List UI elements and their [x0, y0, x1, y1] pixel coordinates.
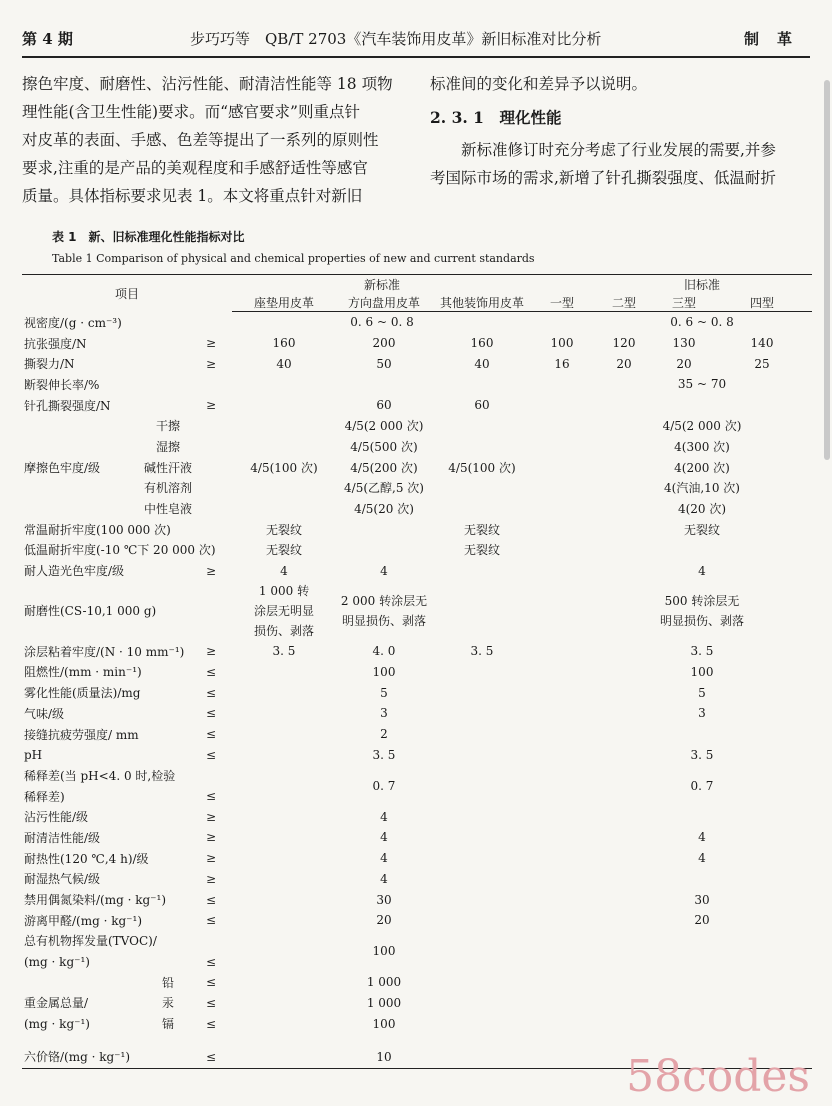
- cell-old: 4: [698, 830, 706, 845]
- header-old-standard: 旧标准: [683, 277, 720, 292]
- body-line: 要求,注重的是产品的美观程度和手感舒适性等感官: [22, 159, 368, 177]
- operator: ≤: [206, 892, 217, 907]
- section-name: 制革: [743, 29, 810, 48]
- cell: 130: [672, 336, 696, 351]
- cell-line: 明显损伤、剥落: [659, 613, 744, 628]
- row-label: 耐磨性(CS-10,1 000 g): [24, 604, 157, 619]
- col-header: 四型: [712, 293, 812, 312]
- row-label: 摩擦色牢度/级: [24, 460, 101, 475]
- table-row: [22, 353, 812, 374]
- cell-new: 4/5(乙醇,5 次): [344, 481, 424, 496]
- operator: ≥: [206, 336, 217, 351]
- watermark: 58codes: [626, 1051, 810, 1102]
- operator: ≤: [206, 1016, 217, 1031]
- col-header: 座垫用皮革: [232, 293, 336, 312]
- cell: 3. 5: [470, 644, 494, 659]
- operator: ≤: [206, 1049, 217, 1064]
- sub-label: 汞: [161, 996, 174, 1011]
- row-label: 断裂伸长率/%: [24, 377, 100, 392]
- cell-line: 500 转涂层无: [664, 593, 740, 608]
- operator: ≥: [206, 563, 217, 578]
- cell-old: 5: [698, 685, 706, 700]
- row-label: 沾污性能/级: [24, 810, 89, 825]
- cell: 4/5(100 次): [448, 460, 516, 475]
- table-row: [22, 312, 812, 333]
- cell-old: 4/5(2 000 次): [662, 419, 742, 434]
- row-label: 总有机物挥发量(TVOC)/: [24, 934, 157, 949]
- cell: 无裂纹: [463, 543, 500, 558]
- row-label: 针孔撕裂强度/N: [24, 398, 111, 413]
- table-row: [22, 415, 812, 436]
- cell-old: 35 ~ 70: [677, 377, 727, 392]
- cell-old: 0. 6 ~ 0. 8: [670, 315, 734, 330]
- cell-old: [592, 581, 812, 641]
- operator: ≤: [206, 747, 217, 762]
- cell: 20: [616, 356, 632, 371]
- right-column: [430, 70, 810, 192]
- cell: 4. 0: [372, 644, 396, 659]
- cell-old: 3: [698, 706, 706, 721]
- cell: 4: [280, 563, 288, 578]
- body-line: 对皮革的表面、手感、色差等提出了一系列的原则性: [22, 131, 379, 149]
- row-label: 稀释差(当 pH<4. 0 时,检验: [24, 768, 176, 783]
- cell: [232, 581, 336, 641]
- row-label: 视密度/(g · cm⁻³): [24, 315, 122, 330]
- table-row: [22, 910, 812, 931]
- sub-label: 干擦: [155, 419, 180, 434]
- cell-new: 1 000: [366, 975, 402, 990]
- row-label: 耐湿热气候/级: [24, 872, 101, 887]
- col-header: 方向盘用皮革: [336, 293, 432, 312]
- cell-line: 损伤、剥落: [253, 623, 314, 638]
- operator: ≥: [206, 830, 217, 845]
- cell: 无裂纹: [463, 522, 500, 537]
- operator: ≤: [206, 913, 217, 928]
- cell-new: 100: [372, 664, 396, 679]
- row-label: 常温耐折牢度(100 000 次): [24, 522, 171, 537]
- cell-old: 4: [698, 563, 706, 578]
- operator: ≤: [206, 706, 217, 721]
- cell-old: 3. 5: [690, 747, 714, 762]
- row-label: 重金属总量/: [24, 996, 89, 1011]
- table-row: [22, 931, 812, 952]
- row-label: 阻燃性/(mm · min⁻¹): [24, 665, 142, 680]
- cell-new: 10: [376, 1049, 392, 1064]
- cell: 40: [474, 356, 490, 371]
- header-new-standard: 新标准: [363, 277, 400, 292]
- operator: ≥: [206, 851, 217, 866]
- cell: 4: [380, 563, 388, 578]
- table-row: [22, 993, 812, 1014]
- sub-label: 镉: [161, 1017, 174, 1032]
- row-label: 接缝抗疲劳强度/ mm: [24, 727, 139, 742]
- cell: 160: [470, 336, 494, 351]
- cell-new: 30: [376, 892, 392, 907]
- operator: ≤: [206, 727, 217, 742]
- cell-new: 2: [380, 727, 388, 742]
- cell-new: 3: [380, 706, 388, 721]
- table-row: [22, 827, 812, 848]
- row-label: 禁用偶氮染料/(mg · kg⁻¹): [24, 893, 167, 908]
- cell: 100: [550, 336, 574, 351]
- cell: 60: [376, 398, 392, 413]
- table-row: [22, 682, 812, 703]
- cell-new: 0. 7: [372, 778, 396, 793]
- table-row: [22, 560, 812, 581]
- cell: 120: [612, 336, 636, 351]
- table-row: [22, 540, 812, 561]
- body-line: 新标准修订时充分考虑了行业发展的需要,并参: [461, 141, 776, 159]
- cell-line: 涂层无明显: [253, 603, 314, 618]
- table-row: [22, 641, 812, 662]
- row-label: 低温耐折牢度(-10 ℃下 20 000 次): [24, 543, 216, 558]
- cell: 无裂纹: [265, 543, 302, 558]
- body-line: 质量。具体指标要求见表 1。本文将重点针对新旧: [22, 187, 363, 205]
- operator: ≤: [206, 975, 217, 990]
- table-row: [22, 478, 812, 499]
- cell: 20: [676, 356, 692, 371]
- sub-label: 中性皂液: [143, 502, 192, 517]
- left-column: [22, 70, 412, 210]
- sub-label: 铅: [161, 975, 174, 990]
- table-row: [22, 333, 812, 354]
- sub-label: 湿擦: [155, 439, 180, 454]
- body-line: 擦色牢度、耐磨性、沾污性能、耐清洁性能等 18 项物: [22, 75, 393, 93]
- cell-new: 4: [380, 851, 388, 866]
- cell-new: 4/5(500 次): [350, 439, 418, 454]
- table-row: [22, 498, 812, 519]
- cell: 50: [376, 356, 392, 371]
- running-title: 步巧巧等 QB/T 2703《汽车装饰用皮革》新旧标准对比分析: [190, 29, 602, 48]
- row-label: 耐人造光色牢度/级: [24, 564, 125, 579]
- sub-label: 碱性汗液: [143, 460, 192, 475]
- cell: 200: [372, 336, 396, 351]
- row-label: pH: [24, 747, 43, 762]
- cell-old: 0. 7: [690, 778, 714, 793]
- table-row: [22, 519, 812, 540]
- cell: 3. 5: [272, 644, 296, 659]
- subsection-heading: 2. 3. 1 理化性能: [430, 108, 562, 127]
- cell: 16: [554, 356, 570, 371]
- row-label: (mg · kg⁻¹): [24, 954, 90, 969]
- cell-line: 1 000 转: [258, 583, 310, 598]
- operator: ≥: [206, 356, 217, 371]
- col-header: 一型: [532, 293, 592, 312]
- table-row: [22, 724, 812, 745]
- cell-new: 4/5(20 次): [354, 502, 414, 517]
- cell-new: 4: [380, 809, 388, 824]
- body-line: 考国际市场的需求,新增了针孔撕裂强度、低温耐折: [430, 169, 776, 187]
- table-row: [22, 869, 812, 890]
- table-caption: 表 1 新、旧标准理化性能指标对比: [52, 230, 245, 244]
- body-line: 标准间的变化和差异予以说明。: [430, 75, 648, 93]
- cell-old: 3. 5: [690, 644, 714, 659]
- cell-old: 4: [698, 851, 706, 866]
- operator: ≤: [206, 789, 217, 804]
- cell-old: 20: [694, 913, 710, 928]
- table-row: [22, 889, 812, 910]
- row-label: 抗张强度/N: [24, 336, 87, 351]
- table-row: [22, 581, 812, 641]
- cell-old: 30: [694, 892, 710, 907]
- cell-old: 4(20 次): [677, 502, 727, 517]
- operator: ≤: [206, 685, 217, 700]
- cell-new: 4/5(200 次): [350, 460, 418, 475]
- cell-new: 1 000: [366, 995, 402, 1010]
- cell-old: 4(200 次): [674, 460, 730, 475]
- cell-new: 20: [376, 913, 392, 928]
- cell-new: 100: [372, 944, 396, 959]
- table-row: [22, 395, 812, 416]
- col-header: 三型: [656, 293, 712, 312]
- scrollbar[interactable]: [824, 80, 830, 460]
- cell-new: 100: [372, 1016, 396, 1031]
- cell-new: 3. 5: [372, 747, 396, 762]
- operator: ≥: [206, 644, 217, 659]
- page-header: [22, 20, 810, 58]
- table-row: [22, 1013, 812, 1034]
- cell-line: 2 000 转涂层无: [340, 593, 428, 608]
- row-label: 气味/级: [24, 706, 65, 721]
- operator: ≥: [206, 871, 217, 886]
- cell-old: 4(汽油,10 次): [664, 481, 740, 496]
- cell-new: 4: [380, 871, 388, 886]
- row-label: 耐热性(120 ℃,4 h)/级: [24, 851, 149, 866]
- cell-old: 4(300 次): [674, 439, 730, 454]
- table-row: [22, 744, 812, 765]
- row-label: 撕裂力/N: [24, 357, 75, 372]
- header-item: 项目: [114, 286, 139, 301]
- row-label: 稀释差): [24, 789, 65, 804]
- row-label: (mg · kg⁻¹): [24, 1016, 90, 1031]
- table-row: [22, 806, 812, 827]
- table-row: [22, 457, 812, 478]
- body-line: 理性能(含卫生性能)要求。而“感官要求”则重点针: [22, 103, 360, 121]
- cell: 160: [272, 336, 296, 351]
- table-row: [22, 436, 812, 457]
- row-label: 雾化性能(质量法)/mg: [24, 686, 141, 701]
- issue-number: 第 4 期: [22, 29, 73, 48]
- operator: ≤: [206, 664, 217, 679]
- table-row: [22, 765, 812, 786]
- cell-new: 4/5(2 000 次): [344, 419, 424, 434]
- cell-old: 无裂纹: [683, 522, 720, 537]
- cell: 60: [474, 398, 490, 413]
- sub-label: 有机溶剂: [143, 481, 192, 496]
- cell-new: 0. 6 ~ 0. 8: [350, 315, 414, 330]
- cell: [336, 581, 432, 641]
- comparison-table: [22, 274, 812, 1069]
- table-row: [22, 374, 812, 395]
- operator: ≥: [206, 398, 217, 413]
- operator: ≥: [206, 809, 217, 824]
- cell: 无裂纹: [265, 522, 302, 537]
- table-row: [22, 662, 812, 683]
- row-label: 游离甲醛/(mg · kg⁻¹): [24, 913, 143, 928]
- cell-new: 4: [380, 830, 388, 845]
- operator: ≤: [206, 995, 217, 1010]
- cell: 140: [750, 336, 774, 351]
- row-label: 耐清洁性能/级: [24, 830, 101, 845]
- table-header-row: [22, 275, 812, 294]
- cell: 40: [276, 356, 292, 371]
- row-label: 六价铬/(mg · kg⁻¹): [24, 1050, 131, 1065]
- col-header: 二型: [592, 293, 656, 312]
- table-row: [22, 972, 812, 993]
- table-row: [22, 703, 812, 724]
- table-row: [22, 848, 812, 869]
- col-header: 其他装饰用皮革: [432, 293, 532, 312]
- cell-line: 明显损伤、剥落: [341, 613, 426, 628]
- operator: ≤: [206, 954, 217, 969]
- row-label: 涂层粘着牢度/(N · 10 mm⁻¹): [24, 644, 185, 659]
- table-caption-english: Table 1 Comparison of physical and chemical properties of new and current standards: [52, 252, 535, 265]
- cell: 25: [754, 356, 770, 371]
- cell: 4/5(100 次): [250, 460, 318, 475]
- cell-old: 100: [690, 664, 714, 679]
- cell-new: 5: [380, 685, 388, 700]
